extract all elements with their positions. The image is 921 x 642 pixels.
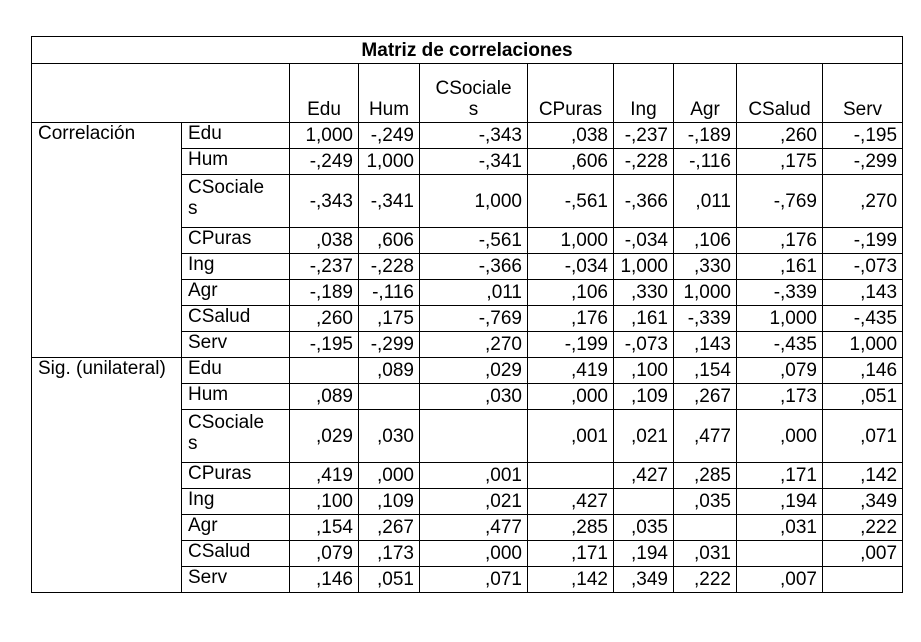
matrix-cell: ,142 (823, 463, 903, 489)
group-label-spacer (32, 515, 182, 541)
matrix-cell: ,176 (528, 306, 614, 332)
matrix-cell: -,339 (674, 306, 737, 332)
table-row (32, 280, 903, 306)
matrix-cell: ,071 (823, 410, 903, 463)
group-label-spacer (32, 567, 182, 593)
matrix-cell: 1,000 (528, 228, 614, 254)
matrix-cell: 1,000 (823, 332, 903, 358)
matrix-cell: ,173 (359, 541, 420, 567)
matrix-cell: ,031 (737, 515, 823, 541)
group-label-spacer (32, 149, 182, 175)
matrix-cell: ,038 (290, 228, 359, 254)
matrix-cell (674, 515, 737, 541)
row-variable-label: Serv (182, 567, 290, 593)
matrix-cell: ,606 (359, 228, 420, 254)
matrix-cell: ,349 (614, 567, 674, 593)
header-corner (32, 64, 182, 123)
matrix-cell: ,100 (290, 489, 359, 515)
matrix-cell: ,071 (420, 567, 528, 593)
matrix-cell: -,195 (823, 123, 903, 149)
matrix-cell: ,029 (290, 410, 359, 463)
matrix-cell: ,021 (420, 489, 528, 515)
matrix-cell: ,000 (528, 384, 614, 410)
matrix-cell: ,089 (290, 384, 359, 410)
matrix-cell: ,267 (359, 515, 420, 541)
matrix-cell: -,034 (528, 254, 614, 280)
matrix-cell: ,035 (614, 515, 674, 541)
matrix-cell (823, 567, 903, 593)
matrix-cell: -,195 (290, 332, 359, 358)
row-variable-label: CPuras (182, 228, 290, 254)
matrix-cell: ,001 (420, 463, 528, 489)
matrix-cell: -,339 (737, 280, 823, 306)
matrix-cell: -,189 (674, 123, 737, 149)
matrix-cell: ,079 (290, 541, 359, 567)
group-label: Correlación (32, 123, 182, 149)
matrix-cell: -,228 (359, 254, 420, 280)
matrix-cell (614, 489, 674, 515)
matrix-cell: ,109 (614, 384, 674, 410)
column-header: CPuras (528, 64, 614, 123)
table-row (32, 358, 903, 384)
matrix-cell: -,199 (823, 228, 903, 254)
matrix-cell: -,073 (614, 332, 674, 358)
matrix-cell: ,419 (290, 463, 359, 489)
matrix-cell: ,173 (737, 384, 823, 410)
matrix-cell: -,237 (614, 123, 674, 149)
matrix-cell: ,270 (823, 175, 903, 228)
matrix-cell: ,154 (674, 358, 737, 384)
group-label-spacer (32, 541, 182, 567)
group-label-spacer (32, 463, 182, 489)
matrix-cell: ,051 (823, 384, 903, 410)
matrix-cell: ,000 (359, 463, 420, 489)
row-variable-label: Ing (182, 489, 290, 515)
matrix-cell: ,477 (674, 410, 737, 463)
matrix-cell: ,330 (674, 254, 737, 280)
matrix-cell: ,606 (528, 149, 614, 175)
matrix-cell: -,299 (359, 332, 420, 358)
matrix-cell: -,034 (614, 228, 674, 254)
matrix-cell: ,142 (528, 567, 614, 593)
matrix-cell: ,222 (823, 515, 903, 541)
row-variable-label: CSociale s (182, 175, 290, 228)
matrix-cell: ,038 (528, 123, 614, 149)
matrix-cell: ,171 (528, 541, 614, 567)
matrix-cell: ,146 (290, 567, 359, 593)
table-row (32, 175, 903, 228)
group-label-spacer (32, 228, 182, 254)
row-variable-label: Serv (182, 332, 290, 358)
matrix-cell: -,769 (420, 306, 528, 332)
matrix-cell: -,366 (420, 254, 528, 280)
table-row (32, 306, 903, 332)
matrix-cell: ,285 (528, 515, 614, 541)
matrix-cell: ,427 (528, 489, 614, 515)
matrix-cell: ,109 (359, 489, 420, 515)
group-label-spacer (32, 332, 182, 358)
matrix-cell: ,000 (420, 541, 528, 567)
matrix-cell: ,161 (737, 254, 823, 280)
header-corner (182, 64, 290, 123)
matrix-cell: ,154 (290, 515, 359, 541)
matrix-cell: ,161 (614, 306, 674, 332)
matrix-cell: ,285 (674, 463, 737, 489)
matrix-cell: -,561 (420, 228, 528, 254)
group-label-spacer (32, 175, 182, 228)
matrix-cell: ,007 (823, 541, 903, 567)
group-label-spacer (32, 489, 182, 515)
matrix-cell: ,477 (420, 515, 528, 541)
matrix-cell (290, 358, 359, 384)
column-header: Serv (823, 64, 903, 123)
column-header: CSalud (737, 64, 823, 123)
matrix-cell: ,143 (823, 280, 903, 306)
matrix-cell: ,143 (674, 332, 737, 358)
row-variable-label: Hum (182, 384, 290, 410)
matrix-cell: -,116 (674, 149, 737, 175)
matrix-cell: 1,000 (290, 123, 359, 149)
matrix-cell: ,030 (420, 384, 528, 410)
table-row (32, 254, 903, 280)
matrix-cell: ,001 (528, 410, 614, 463)
matrix-cell: ,035 (674, 489, 737, 515)
matrix-cell: -,343 (420, 123, 528, 149)
table-row (32, 149, 903, 175)
table-row (32, 515, 903, 541)
matrix-cell: ,330 (614, 280, 674, 306)
table-row (32, 489, 903, 515)
group-label-spacer (32, 384, 182, 410)
correlation-matrix (31, 36, 902, 593)
matrix-cell: -,199 (528, 332, 614, 358)
correlation-table (31, 36, 903, 593)
column-header: Hum (359, 64, 420, 123)
matrix-cell: -,561 (528, 175, 614, 228)
matrix-cell: ,011 (674, 175, 737, 228)
matrix-cell (737, 541, 823, 567)
matrix-cell: ,267 (674, 384, 737, 410)
matrix-cell: ,176 (737, 228, 823, 254)
matrix-cell: ,222 (674, 567, 737, 593)
matrix-cell: -,435 (823, 306, 903, 332)
matrix-cell: -,299 (823, 149, 903, 175)
matrix-cell: 1,000 (674, 280, 737, 306)
row-variable-label: Edu (182, 358, 290, 384)
matrix-cell (420, 410, 528, 463)
matrix-cell: ,260 (290, 306, 359, 332)
matrix-cell (528, 463, 614, 489)
column-header: Edu (290, 64, 359, 123)
row-variable-label: Hum (182, 149, 290, 175)
matrix-cell: ,106 (528, 280, 614, 306)
row-variable-label: Agr (182, 280, 290, 306)
matrix-cell: -,249 (290, 149, 359, 175)
matrix-cell: ,011 (420, 280, 528, 306)
row-variable-label: Ing (182, 254, 290, 280)
matrix-cell: ,427 (614, 463, 674, 489)
matrix-cell: ,051 (359, 567, 420, 593)
matrix-cell: ,021 (614, 410, 674, 463)
matrix-cell: ,419 (528, 358, 614, 384)
matrix-cell: ,175 (737, 149, 823, 175)
matrix-cell: ,029 (420, 358, 528, 384)
matrix-cell: ,030 (359, 410, 420, 463)
matrix-cell: -,237 (290, 254, 359, 280)
matrix-cell: ,171 (737, 463, 823, 489)
matrix-cell: 1,000 (737, 306, 823, 332)
matrix-cell: ,146 (823, 358, 903, 384)
row-variable-label: CSalud (182, 306, 290, 332)
matrix-cell (359, 384, 420, 410)
matrix-cell: -,769 (737, 175, 823, 228)
matrix-cell: -,228 (614, 149, 674, 175)
column-header: Agr (674, 64, 737, 123)
table-row (32, 410, 903, 463)
matrix-cell: ,175 (359, 306, 420, 332)
matrix-cell: ,007 (737, 567, 823, 593)
matrix-cell: -,435 (737, 332, 823, 358)
row-variable-label: CSalud (182, 541, 290, 567)
matrix-cell: -,343 (290, 175, 359, 228)
matrix-cell: -,189 (290, 280, 359, 306)
table-row (32, 384, 903, 410)
row-variable-label: Edu (182, 123, 290, 149)
matrix-cell: 1,000 (420, 175, 528, 228)
table-row (32, 123, 903, 149)
matrix-cell: ,079 (737, 358, 823, 384)
matrix-cell: ,270 (420, 332, 528, 358)
table-row (32, 332, 903, 358)
matrix-cell: ,089 (359, 358, 420, 384)
table-body (32, 123, 903, 593)
matrix-cell: 1,000 (359, 149, 420, 175)
group-label-spacer (32, 410, 182, 463)
row-variable-label: Agr (182, 515, 290, 541)
matrix-cell: ,100 (614, 358, 674, 384)
group-label: Sig. (unilateral) (32, 358, 182, 384)
matrix-cell: -,341 (359, 175, 420, 228)
matrix-cell: -,073 (823, 254, 903, 280)
matrix-cell: ,260 (737, 123, 823, 149)
matrix-cell: -,341 (420, 149, 528, 175)
matrix-cell: -,249 (359, 123, 420, 149)
table-row (32, 541, 903, 567)
matrix-cell: -,116 (359, 280, 420, 306)
matrix-cell: ,349 (823, 489, 903, 515)
column-header-row (32, 64, 903, 123)
matrix-cell: ,031 (674, 541, 737, 567)
row-variable-label: CSociale s (182, 410, 290, 463)
table-title: Matriz de correlaciones (32, 37, 903, 64)
table-row (32, 463, 903, 489)
row-variable-label: CPuras (182, 463, 290, 489)
table-row (32, 228, 903, 254)
column-header: CSociale s (420, 64, 528, 123)
group-label-spacer (32, 280, 182, 306)
matrix-cell: ,194 (614, 541, 674, 567)
matrix-cell: -,366 (614, 175, 674, 228)
group-label-spacer (32, 254, 182, 280)
matrix-cell: 1,000 (614, 254, 674, 280)
column-header: Ing (614, 64, 674, 123)
table-row (32, 567, 903, 593)
matrix-cell: ,000 (737, 410, 823, 463)
matrix-cell: ,194 (737, 489, 823, 515)
group-label-spacer (32, 306, 182, 332)
matrix-cell: ,106 (674, 228, 737, 254)
